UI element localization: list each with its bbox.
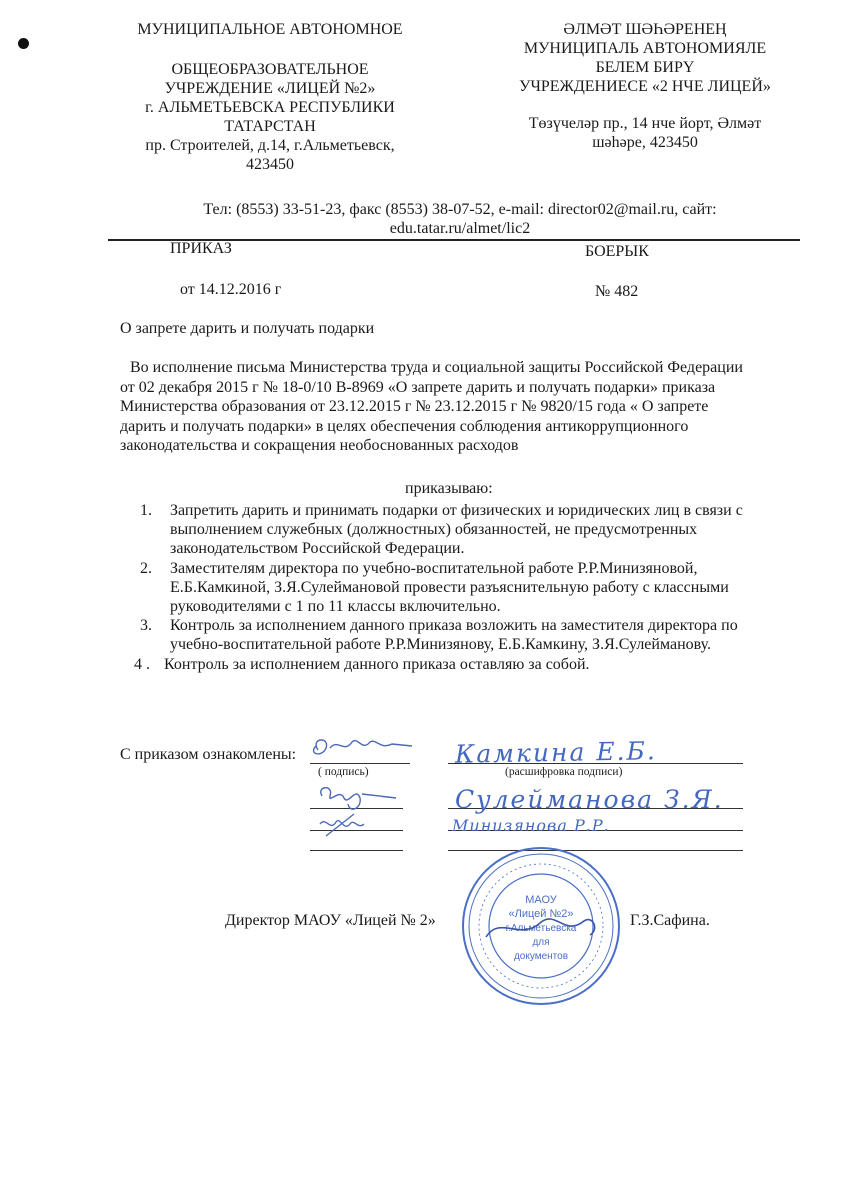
header-left-line: ТАТАРСТАН [224, 118, 316, 135]
preamble-line: законодательства и сокращения необоснованных расходов [120, 437, 519, 454]
header-right-line: шәһәре, 423450 [592, 134, 698, 151]
handwritten-name: Камкина Е.Б. [454, 736, 658, 769]
contacts-line: edu.tatar.ru/almet/lic2 [389, 220, 531, 237]
item-line: Запретить дарить и принимать подарки от физических и юридических лиц в связи с [170, 502, 743, 519]
order-title-ru: ПРИКАЗ [170, 240, 232, 257]
header-left [110, 20, 430, 174]
preamble-line: Во исполнение письма Министерства труда и социальной защиты Российской Федерации [130, 359, 743, 376]
handwritten-name: Минизянова Р.Р. [452, 816, 610, 835]
item-line: Контроль за исполнением данного приказа возложить на заместителя директора по [170, 617, 738, 635]
item-line: Контроль за исполнением данного приказа оставляю за собой. [164, 655, 590, 673]
stamp-text: для [532, 937, 550, 948]
order-title-tt: БОЕРЫК [585, 243, 649, 260]
item-line: выполнением служебных (должностных) обязанностей, не предусмотренных [170, 521, 698, 539]
handwritten-name: Сулейманова З.Я. [455, 785, 724, 814]
item-number: 2. [140, 559, 152, 577]
director-label: Директор МАОУ «Лицей № 2» [225, 912, 436, 929]
order-item [140, 501, 800, 559]
order-item [134, 655, 800, 674]
corner-mark [18, 38, 29, 49]
caption-decoding: (расшифровка подписи) [505, 766, 623, 778]
order-item [140, 559, 800, 617]
item-number: 1. [140, 502, 152, 519]
header-right-line: ӘЛМӘТ ШӘҺӘРЕНЕҢ [563, 21, 727, 38]
header-left-line: пр. Строителей, д.14, г.Альметьевск, [145, 137, 395, 154]
header-right-line: Төзүчеләр пр., 14 нче йорт, Әлмәт [528, 115, 762, 132]
preamble-line: от 02 декабря 2015 г № 18-0/10 В-8969 «О запрете дарить и получать подарки» приказа [120, 378, 716, 396]
preamble-line: дарить и получать подарки» в целях обеспечения соблюдения антикоррупционного [120, 417, 689, 435]
header-right-line: БЕЛЕМ БИРҮ [595, 59, 695, 76]
item-number: 3. [140, 617, 152, 635]
header-left-line: МУНИЦИПАЛЬНОЕ АВТОНОМНОЕ [137, 21, 403, 38]
header-left-line: г. АЛЬМЕТЬЕВСКА РЕСПУБЛИКИ [145, 99, 395, 116]
handwritten-signatures [300, 728, 420, 858]
order-items [134, 501, 800, 674]
directive: приказываю: [405, 480, 493, 497]
header-right [495, 20, 795, 152]
item-line: Заместителям директора по учебно-воспитательной работе Р.Р.Минизяновой, [170, 559, 698, 577]
item-number: 4 . [134, 655, 150, 673]
official-stamp [460, 845, 622, 1007]
order-subject: О запрете дарить и получать подарки [120, 320, 375, 337]
director-name: Г.З.Сафина. [630, 912, 710, 929]
order-date: от 14.12.2016 г [180, 281, 282, 298]
stamp-text: «Лицей №2» [508, 908, 574, 920]
stamp-text: МАОУ [525, 894, 557, 906]
preamble [120, 358, 810, 456]
caption-signature: ( подпись) [318, 766, 369, 778]
contacts-line: Тел: (8553) 33-51-23, факс (8553) 38-07-52, e-mail: director02@mail.ru, сайт: [203, 201, 717, 218]
header-right-line: МУНИЦИПАЛЬ АВТОНОМИЯЛЕ [523, 40, 767, 57]
item-line: Е.Б.Камкиной, З.Я.Сулеймановой провести разъяснительную работу с классными [170, 578, 729, 596]
item-line: руководителями с 1 по 11 классы включительно. [170, 598, 501, 616]
order-number: № 482 [595, 283, 639, 300]
contacts [150, 200, 770, 238]
header-right-line: УЧРЕЖДЕНИЕСЕ «2 НЧЕ ЛИЦЕЙ» [519, 78, 771, 95]
item-line: законодательством Российской Федерации. [170, 540, 465, 558]
header-left-line: 423450 [246, 156, 294, 173]
header-left-line: ОБЩЕОБРАЗОВАТЕЛЬНОЕ [171, 61, 369, 78]
header-left-line: УЧРЕЖДЕНИЕ «ЛИЦЕЙ №2» [164, 80, 376, 97]
acknowledgement-label: С приказом ознакомлены: [120, 746, 297, 763]
stamp-text: документов [513, 951, 569, 962]
preamble-line: Министерства образования от 23.12.2015 г № 23.12.2015 г № 9820/15 года « О запрете [120, 398, 709, 415]
item-line: учебно-воспитательной работе Р.Р.Минизянову, Е.Б.Камкину, З.Я.Сулейманову. [170, 636, 712, 654]
stamp-text: г.Альметьевска [505, 923, 577, 934]
order-item [140, 616, 800, 654]
